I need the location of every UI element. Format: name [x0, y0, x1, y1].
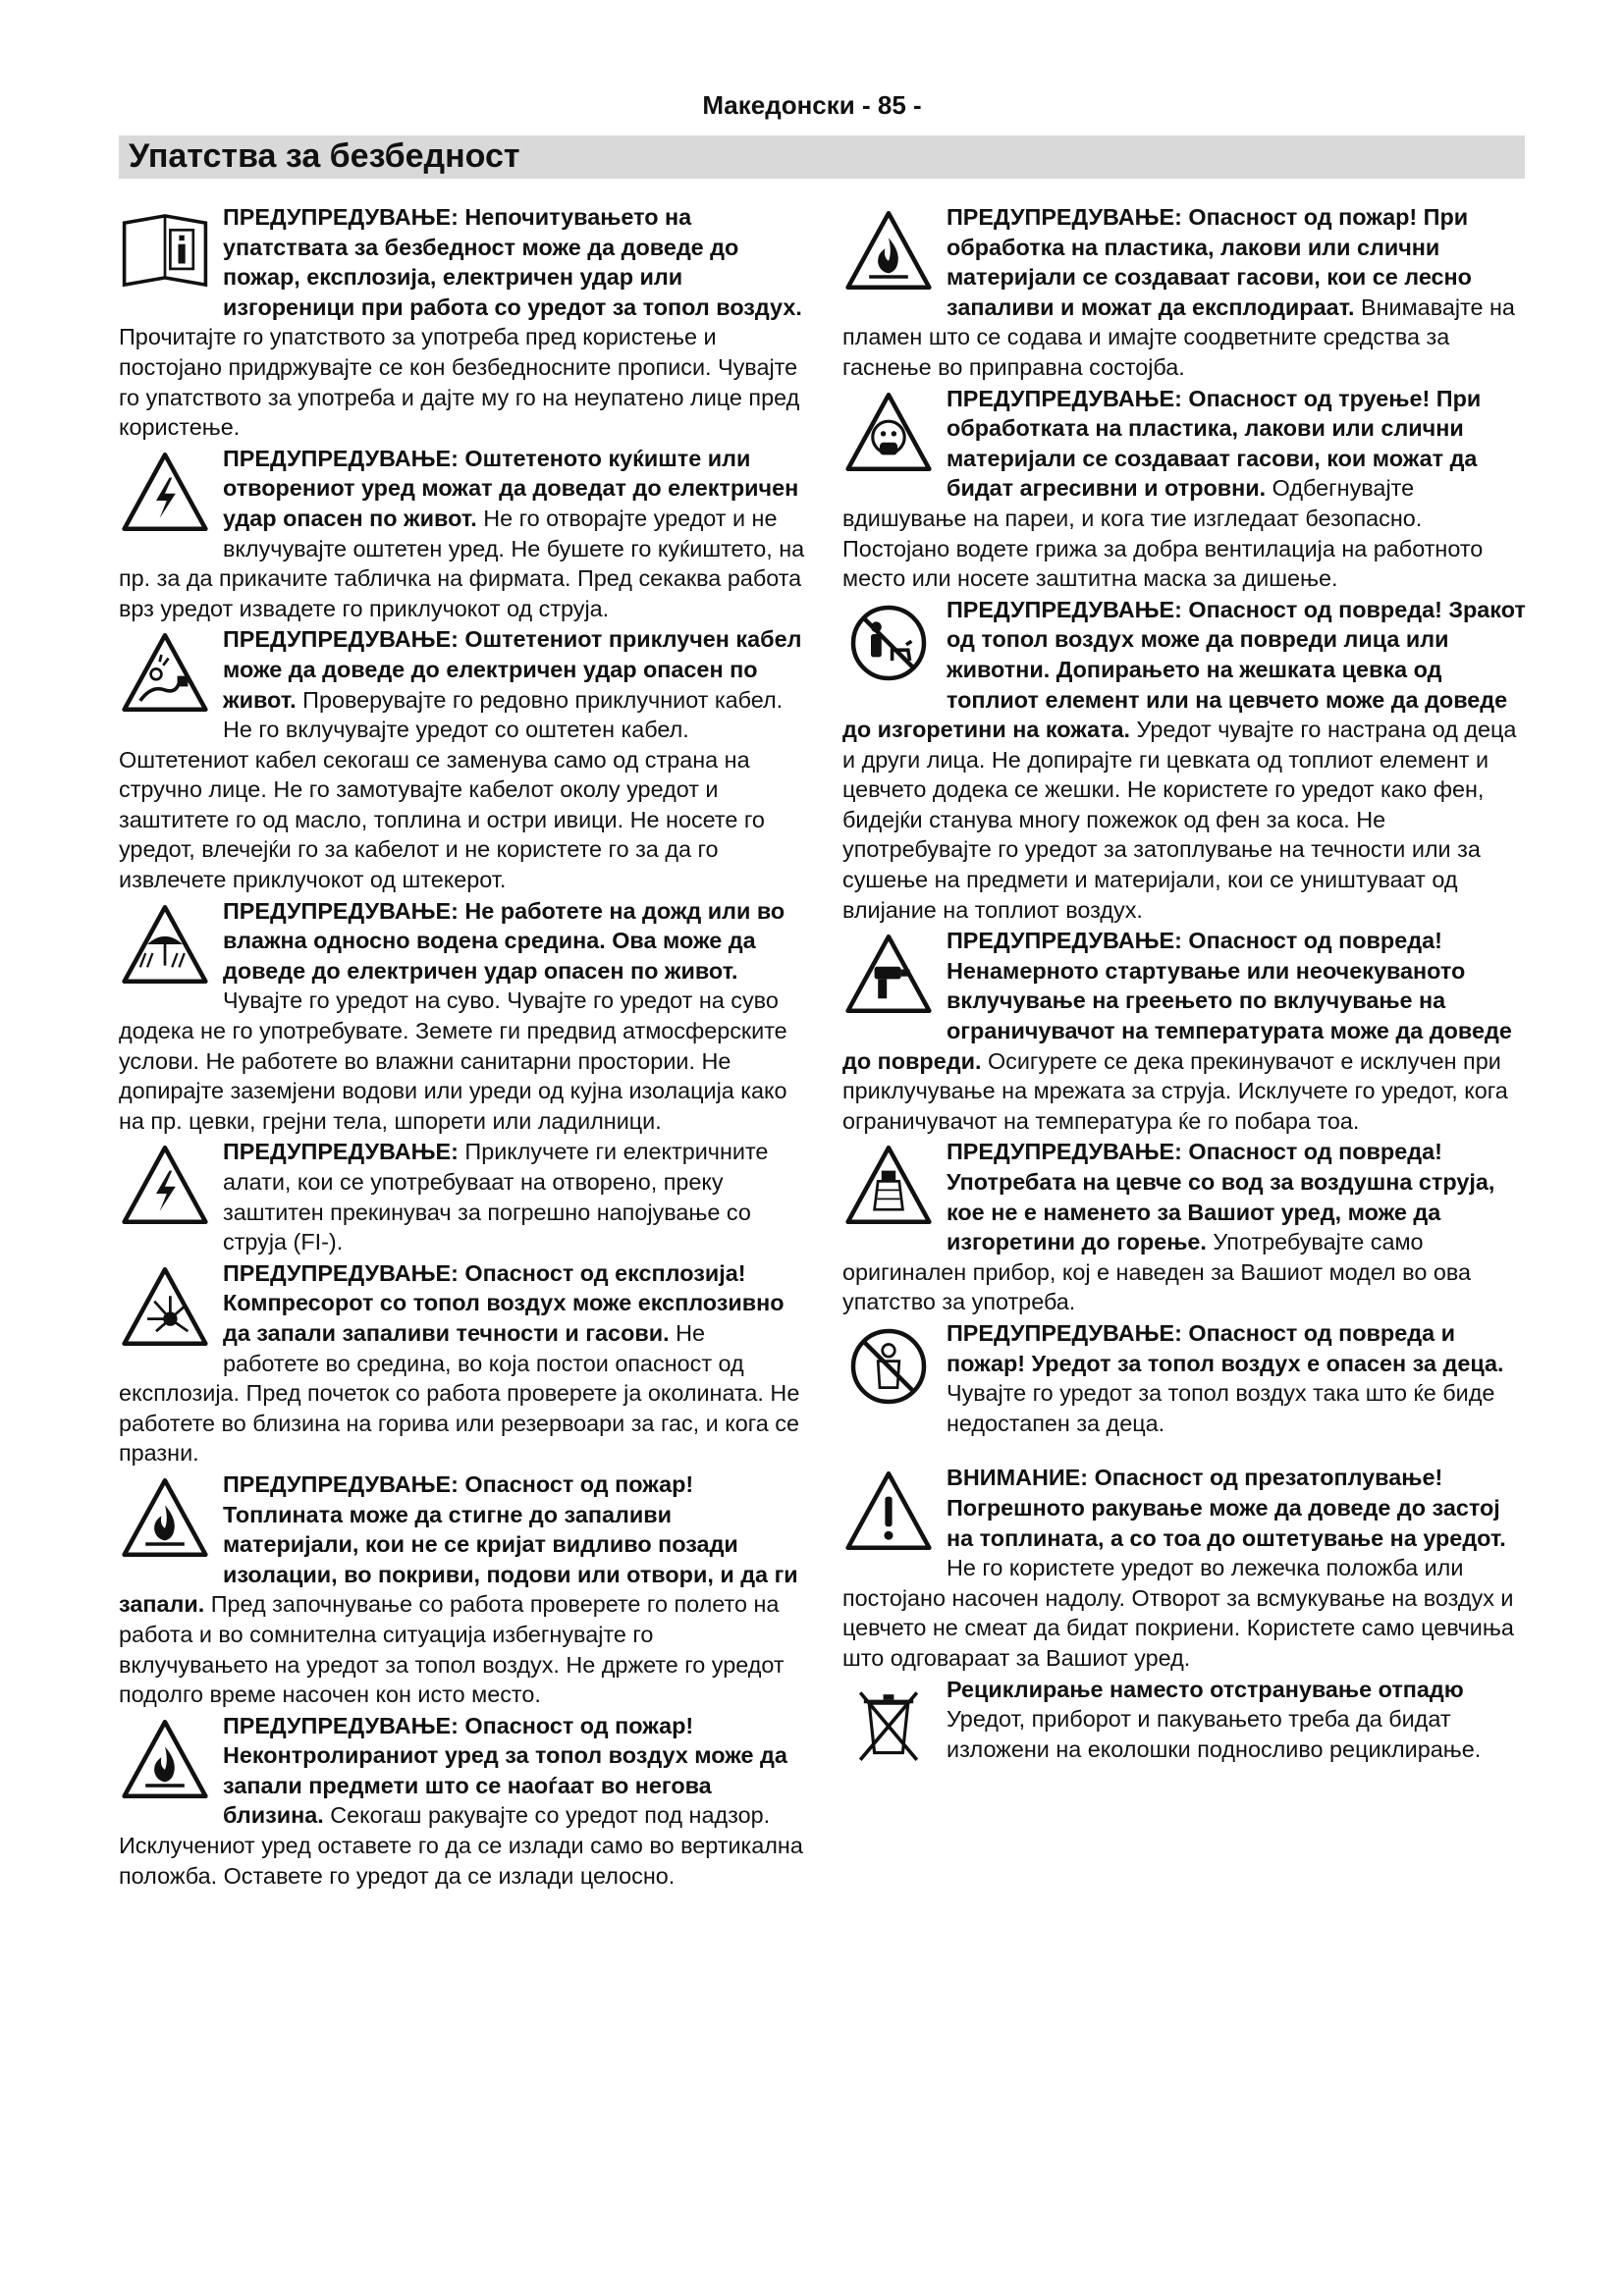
warning-text: Прочитајте го упатството за употреба пред користење и постојано придржувајте се кон безбедносните прописи. Чувајте го упатството за употреба и дајте му го на неупатено лице пред користење.	[119, 324, 800, 441]
warning-block	[119, 444, 806, 624]
warning-title: ПРЕДУПРЕДУВАЊЕ: Оштетениот приклучен кабел може да доведе до електричен удар опасен по живот.	[223, 626, 802, 713]
warning-text: Уредот чувајте го настрана од деца и други лица. Не допирајте ги цевката од топлиот елемент и цевчето додека се жешки. Не користете го уредот како фен, бидејќи станува многу пожежок од фен за коса. Не употребувајте го уредот за затоплување на течности или за сушење на предмети и материјали, кои се уништуваат од влијание на топлиот воздух.	[842, 717, 1517, 923]
warning-text: Употребувајте само оригинален прибор, кој е наведен за Вашиот модел во ова упатство за употреба.	[842, 1229, 1472, 1315]
warning-title: ПРЕДУПРЕДУВАЊЕ: Опасност од пожар! Топлината може да стигне до запаливи материјали, кои не се кријат видливо позади изолации, во покриви, подови или отвори, и да ги запали.	[119, 1470, 798, 1618]
right-column	[842, 202, 1530, 1769]
warning-text: Секогаш ракувајте со уредот под надзор. Исклучениот уред оставете го да се излади само во вертикална положба. Оставете го уредот да се излади целосно.	[119, 1802, 803, 1889]
warning-text: Осигурете се дека прекинувачот е исклучен при приклучување на мрежата за струја. Исклучете го уредот, кога ограничувачот на температура ќе го побара тоа.	[842, 1047, 1508, 1134]
warning-text: Приклучете ги електричните алати, кои се употребуваат на отворено, преку заштитен прекинувач за погрешно напојување со струја (FI-).	[223, 1139, 769, 1255]
warning-title: ПРЕДУПРЕДУВАЊЕ: Опасност од повреда и пожар! Уредот за топол воздух е опасен за деца.	[947, 1319, 1504, 1376]
warning-text: Чувајте го уредот за топол воздух така што ќе биде недостапен за деца.	[947, 1380, 1495, 1436]
damaged-cable-warning-icon	[119, 626, 211, 719]
warning-text: Уредот, приборот и пакувањето треба да бидат изложени на еколошки подносливо рециклирање.	[947, 1706, 1482, 1762]
warning-text: Не го користете уредот во лежечка положба или постојано насочен надолу. Отворот за всмукување на воздух и цевчето не смеат да бидат покриени. Користете само цевчиња што одговараат за Вашиот уред.	[842, 1555, 1514, 1671]
warning-block	[842, 384, 1530, 594]
section-bar	[119, 135, 1525, 179]
warning-block	[119, 202, 806, 443]
electric-shock-warning-icon	[119, 446, 211, 538]
explosion-icon	[119, 1260, 211, 1353]
warning-block	[119, 624, 806, 894]
nozzle-warning-icon	[842, 1139, 935, 1231]
warning-block	[842, 1318, 1530, 1438]
warning-block	[119, 896, 806, 1137]
warning-block	[119, 1711, 806, 1892]
electric-shock-warning-icon	[119, 1139, 211, 1231]
no-people-animals-icon	[842, 597, 935, 689]
info-book-icon	[119, 204, 211, 296]
warning-block	[119, 1137, 806, 1256]
fire-warning-icon	[119, 1713, 211, 1805]
warning-title: ПРЕДУПРЕДУВАЊЕ: Опасност од труење! При обработката на пластика, лакови или слични материјали се создаваат гасови, кои можат да бидат агресивни и отровни.	[947, 385, 1482, 502]
warning-text: Чувајте го уредот на суво. Чувајте го уредот на суво додека не го употребувате. Земете ги предвид атмосферските услови. Не работете во влажни санитарни простории. Не допирајте заземјени водови или уреди од кујна изолација како на пр. цевки, грејни тела, шпорети или ладилници.	[119, 988, 787, 1134]
rain-warning-icon	[119, 898, 211, 990]
fire-warning-icon	[119, 1471, 211, 1564]
recycling-bin-icon	[842, 1677, 935, 1769]
heat-gun-warning-icon	[842, 928, 935, 1020]
recycling-block	[842, 1675, 1530, 1765]
warning-block	[842, 1463, 1530, 1673]
warning-title: ПРЕДУПРЕДУВАЊЕ: Опасност од пожар! Неконтролираниот уред за топол воздух може да запали предмети што се наоѓаат во негова близина.	[223, 1712, 787, 1829]
page-header: Македонски - 85 -	[702, 90, 922, 120]
warning-block	[842, 926, 1530, 1136]
warning-block	[842, 202, 1530, 383]
caution-exclamation-icon	[842, 1465, 935, 1557]
warning-title: ПРЕДУПРЕДУВАЊЕ:	[223, 1139, 459, 1165]
warning-title: ПРЕДУПРЕДУВАЊЕ: Оштетеното куќиште или отворениот уред можат да доведат до електричен удар опасен по живот.	[223, 445, 799, 531]
warning-text: Не работете во средина, во која постои опасност од експлозија. Пред почеток со работа проверете ја околината. Не работете во близина на горива или резервоари за гас, и кога се празни.	[119, 1319, 800, 1467]
warning-text: Пред започнување со работа проверете го полето на работа и во сомнителна ситуација избегнувајте го вклучувањето на уредот за топол воздух. Не држете го уредот подолго време насочен кон исто место.	[119, 1591, 785, 1708]
warning-text: Не го отворајте уредот и не вклучувајте оштетен уред. Не бушете го куќиштето, на пр. за да прикачите табличка на фирмата. Пред секаква работа врз уредот извадете го приклучокот од струја.	[119, 505, 805, 621]
warning-text: Проверувајте го редовно приклучниот кабел. Не го вклучувајте уредот со оштетен кабел. Оштетениот кабел секогаш се заменува само од страна на стручно лице. Не го замотувајте кабелот околу уредот и заштитете го од масло, топлина и остри ивици. Не носете го уредот, влечејќи го за кабелот и не користете го за да го извлечете приклучокот од штекерот.	[119, 686, 784, 893]
warning-block	[842, 1137, 1530, 1317]
warning-title: Рециклирање наместо отстранување отпадю	[947, 1676, 1464, 1702]
warning-block	[119, 1469, 806, 1710]
left-column	[119, 202, 806, 1892]
warning-block	[842, 595, 1530, 926]
warning-text: Одбегнувајте вдишување на пареи, и кога тие изгледаат безопасно. Постојано водете грижа за добра вентилација на работното место или носете заштитна маска за дишење.	[842, 475, 1484, 592]
warning-title: ВНИМАНИЕ: Опасност од презатоплување! Погрешното ракување може да доведе до застој на топлината, а со тоа до оштетување на уредот.	[947, 1465, 1506, 1551]
respirator-mask-icon	[842, 386, 935, 478]
warning-title: ПРЕДУПРЕДУВАЊЕ: Опасност од повреда! Зракот од топол воздух може да повреди лица или животни. Допирањето на жешката цевка од топлиот елемент или на цевчето може да доведе до изгоретини на кожата.	[842, 596, 1526, 743]
warning-title: ПРЕДУПРЕДУВАЊЕ: Опасност од пожар! При обработка на пластика, лакови или слични материјали се создаваат гасови, кои се лесно запаливи и можат да експлодираат.	[947, 204, 1472, 320]
warning-text: Внимавајте на пламен што се содава и имајте соодветните средства за гаснење во приправна состојба.	[842, 294, 1515, 380]
warning-block	[119, 1258, 806, 1468]
warning-title: ПРЕДУПРЕДУВАЊЕ: Не работете на дожд или во влажна односно водена средина. Ова може да доведе до електричен удар опасен по живот.	[223, 897, 785, 984]
section-title: Упатства за безбедност	[129, 137, 520, 175]
spacer	[842, 1439, 1530, 1463]
warning-title: ПРЕДУПРЕДУВАЊЕ: Опасност од експлозија! Компресорот со топол воздух може експлозивно да запали запаливи течности и гасови.	[223, 1259, 785, 1346]
fire-warning-icon	[842, 204, 935, 296]
warning-title: ПРЕДУПРЕДУВАЊЕ: Непочитувањето на упатствата за безбедност може да доведе до пожар, експлозија, електричен удар или изгореници при работа со уредот за топол воздух.	[223, 204, 802, 320]
no-children-icon	[842, 1320, 935, 1413]
warning-title: ПРЕДУПРЕДУВАЊЕ: Опасност од повреда! Употребата на цевче со вод за воздушна струја, кое не е наменето за Вашиот уред, може да изгоретини до горење.	[947, 1139, 1495, 1255]
warning-title: ПРЕДУПРЕДУВАЊЕ: Опасност од повреда! Ненамерното стартување или неочекуваното вклучување на греењето по вклучување на ограничувачот на температурата може да доведе до повреди.	[842, 928, 1512, 1074]
